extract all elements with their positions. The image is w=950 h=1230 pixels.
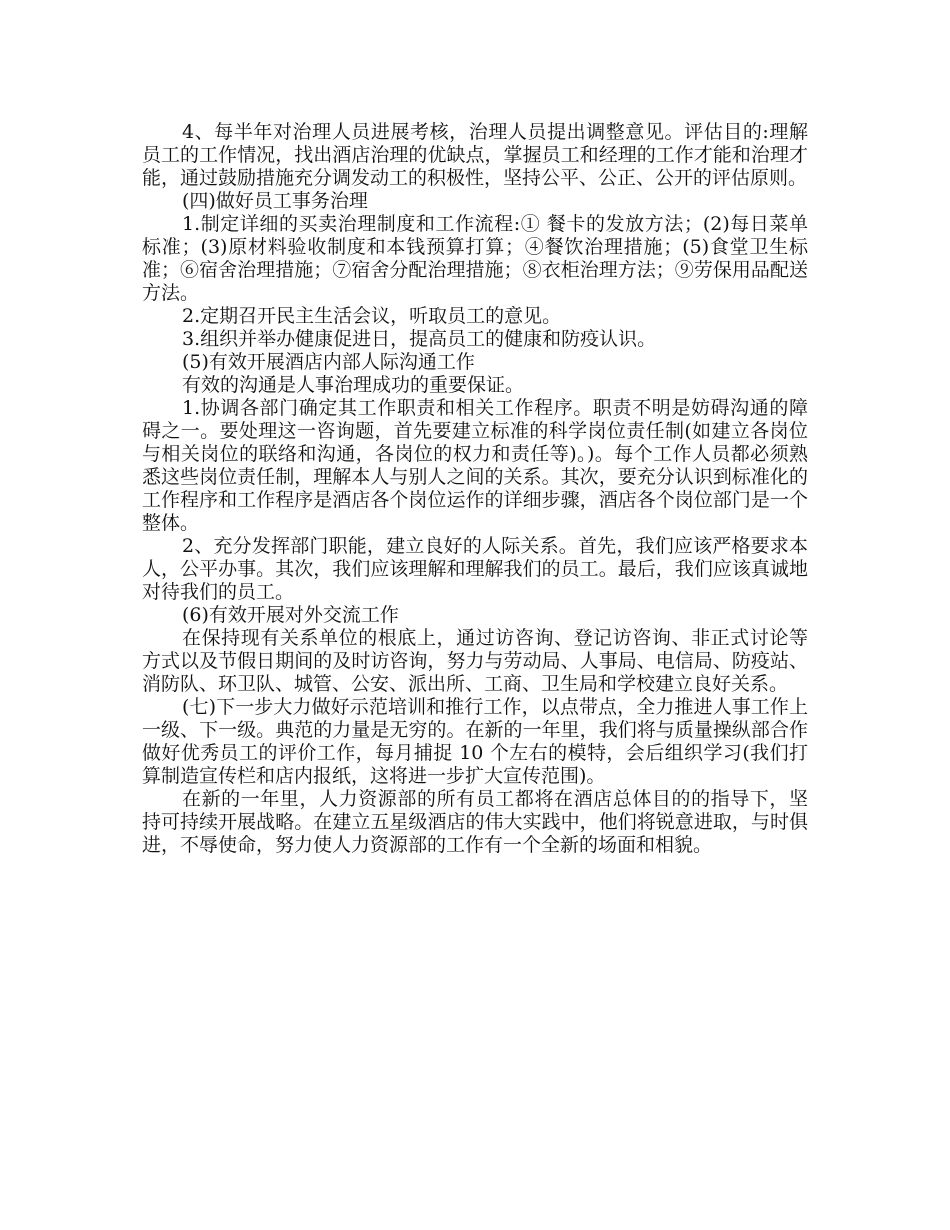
paragraph-health-day: 3.组织并举办健康促进日，提高员工的健康和防疫认识。	[182, 328, 657, 350]
paragraph-demonstration-training: (七)下一步大力做好示范培训和推行工作，以点带点，全力推进人事工作上一级、下一级。典范的力量是无穷的。在新的一年里，我们将与质量操纵部合作做好优秀员工的评价工作，每月捕捉 10 个左右的模特，会后组织学习(我们打算制造宣传栏和店内报纸，这将进一步扩大宣传范围)。	[142, 696, 808, 787]
paragraph-evaluation: 4、每半年对治理人员进展考核，治理人员提出调整意见。评估目的:理解员工的工作情况，找出酒店治理的优缺点，掌握员工和经理的工作才能和治理才能，通过鼓励措施充分调发动工的积极性，坚持公平、公正、公开的评估原则。	[142, 121, 808, 189]
heading-staff-affairs: (四)做好员工事务治理	[182, 190, 368, 212]
paragraph-communication-guarantee: 有效的沟通是人事治理成功的重要保证。	[182, 374, 525, 396]
paragraph-external-relations: 在保持现有关系单位的根底上，通过访咨询、登记访咨询、非正式讨论等方式以及节假日期间的及时访咨询，努力与劳动局、人事局、电信局、防疫站、消防队、环卫队、城管、公安、派出所、工商、卫生局和学校建立良好关系。	[142, 627, 808, 695]
paragraph-management-system: 1.制定详细的买卖治理制度和工作流程:① 餐卡的发放方法；(2)每日菜单标准；(3)原材料验收制度和本钱预算打算；④餐饮治理措施；(5)食堂卫生标准；⑥宿舍治理措施；⑦宿舍分配治理措施；⑧衣柜治理方法；⑨劳保用品配送方法。	[142, 213, 808, 304]
paragraph-department-functions: 2、充分发挥部门职能，建立良好的人际关系。首先，我们应该严格要求本人，公平办事。其次，我们应该理解和理解我们的员工。最后，我们应该真诚地对待我们的员工。	[142, 535, 808, 603]
paragraph-coordinate-departments: 1.协调各部门确定其工作职责和相关工作程序。职责不明是妨碍沟通的障碍之一。要处理这一咨询题，首先要建立标准的科学岗位责任制(如建立各岗位与相关岗位的联络和沟通，各岗位的权力和责任等)。)。每个工作人员都必须熟悉这些岗位责任制，理解本人与别人之间的关系。其次，要充分认识到标准化的工作程序和工作程序是酒店各个岗位运作的详细步骤，酒店各个岗位部门是一个整体。	[142, 397, 808, 534]
paragraph-democratic-meeting: 2.定期召开民主生活会议，听取员工的意见。	[182, 305, 562, 327]
heading-internal-communication: (5)有效开展酒店内部人际沟通工作	[182, 351, 475, 373]
document-body	[142, 121, 808, 857]
paragraph-new-year-outlook: 在新的一年里，人力资源部的所有员工都将在酒店总体目的的指导下，坚持可持续开展战略。在建立五星级酒店的伟大实践中，他们将锐意进取，与时俱进，不辱使命，努力使人力资源部的工作有一个全新的场面和相貌。	[142, 788, 808, 856]
heading-external-communication: (6)有效开展对外交流工作	[182, 604, 399, 626]
